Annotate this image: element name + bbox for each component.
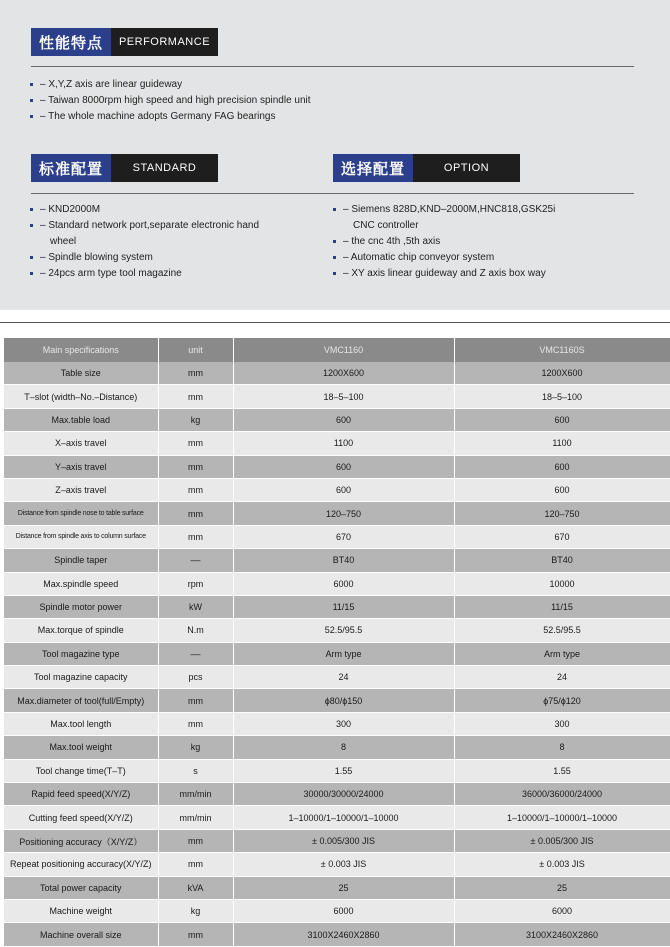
bullet-icon [333, 256, 336, 259]
unit-cell: mm [158, 502, 233, 525]
unit-cell: kg [158, 408, 233, 431]
vmc1160-value-cell: 52.5/95.5 [233, 619, 454, 642]
spec-name-cell: Y–axis travel [4, 455, 158, 478]
vmc1160s-value-cell: 25 [454, 876, 670, 899]
table-row [4, 899, 670, 922]
bullet-icon [30, 208, 33, 211]
unit-cell: N.m [158, 619, 233, 642]
table-row [4, 712, 670, 735]
vmc1160-value-cell: 1–10000/1–10000/1–10000 [233, 806, 454, 829]
table-row [4, 385, 670, 408]
unit-cell: mm [158, 853, 233, 876]
vmc1160-value-cell: Arm type [233, 642, 454, 665]
standard-header [31, 154, 218, 182]
vmc1160-value-cell: 11/15 [233, 595, 454, 618]
header-unit: unit [158, 338, 233, 362]
header-model-vmc1160s: VMC1160S [454, 338, 670, 362]
vmc1160s-value-cell: 36000/36000/24000 [454, 783, 670, 806]
unit-cell: mm [158, 455, 233, 478]
spec-name-cell: Rapid feed speed(X/Y/Z) [4, 783, 158, 806]
list-item-text: – The whole machine adopts Germany FAG bearings [40, 111, 276, 122]
spec-name-cell: Max.tool weight [4, 736, 158, 759]
vmc1160s-value-cell: 600 [454, 478, 670, 501]
vmc1160-value-cell: 24 [233, 666, 454, 689]
list-item [333, 266, 633, 282]
table-row [4, 642, 670, 665]
performance-title-cn: 性能特点 [31, 28, 111, 56]
vmc1160-value-cell: 30000/30000/24000 [233, 783, 454, 806]
table-header-row [4, 338, 670, 362]
vmc1160-value-cell: 8 [233, 736, 454, 759]
performance-header [31, 28, 218, 56]
spec-name-cell: Distance from spindle nose to table surface [4, 502, 158, 525]
spec-name-cell: Tool change time(T–T) [4, 759, 158, 782]
unit-cell: –– [158, 549, 233, 572]
table-row [4, 595, 670, 618]
option-title-en: OPTION [413, 154, 520, 182]
spec-name-cell: Max.tool length [4, 712, 158, 735]
spec-name-cell: T–slot (width–No.–Distance) [4, 385, 158, 408]
vmc1160s-value-cell: BT40 [454, 549, 670, 572]
vmc1160-value-cell: 3100X2460X2860 [233, 923, 454, 946]
vmc1160s-value-cell: 120–750 [454, 502, 670, 525]
list-item [333, 250, 633, 266]
vmc1160-value-cell: 6000 [233, 572, 454, 595]
table-row [4, 783, 670, 806]
list-item-continuation: wheel [50, 236, 77, 247]
table-row [4, 736, 670, 759]
spec-name-cell: Max.spindle speed [4, 572, 158, 595]
spec-name-cell: Table size [4, 362, 158, 385]
list-item-text: – Siemens 828D,KND–2000M,HNC818,GSK25i [343, 204, 556, 215]
unit-cell: –– [158, 642, 233, 665]
vmc1160s-value-cell: 3100X2460X2860 [454, 923, 670, 946]
section-divider [0, 322, 670, 323]
unit-cell: rpm [158, 572, 233, 595]
bullet-icon [333, 240, 336, 243]
vmc1160s-value-cell: 1200X600 [454, 362, 670, 385]
spec-name-cell: Tool magazine type [4, 642, 158, 665]
table-row [4, 923, 670, 946]
table-row [4, 455, 670, 478]
vmc1160s-value-cell: 600 [454, 408, 670, 431]
unit-cell: mm/min [158, 783, 233, 806]
vmc1160s-value-cell: ± 0.003 JIS [454, 853, 670, 876]
spec-name-cell: Spindle motor power [4, 595, 158, 618]
vmc1160s-value-cell: 11/15 [454, 595, 670, 618]
vmc1160s-value-cell: 6000 [454, 899, 670, 922]
list-item [333, 202, 633, 234]
standard-title-cn: 标准配置 [31, 154, 111, 182]
list-item-text: – XY axis linear guideway and Z axis box way [343, 268, 546, 279]
list-item [30, 109, 590, 125]
bullet-icon [333, 208, 336, 211]
table-row [4, 619, 670, 642]
vmc1160s-value-cell: 52.5/95.5 [454, 619, 670, 642]
table-row [4, 502, 670, 525]
vmc1160-value-cell: 600 [233, 478, 454, 501]
unit-cell: kVA [158, 876, 233, 899]
vmc1160s-value-cell: ± 0.005/300 JIS [454, 829, 670, 852]
table-row [4, 478, 670, 501]
vmc1160-value-cell: 600 [233, 455, 454, 478]
standard-list [30, 202, 320, 282]
list-item [30, 218, 320, 250]
vmc1160s-value-cell: Arm type [454, 642, 670, 665]
vmc1160s-value-cell: 8 [454, 736, 670, 759]
unit-cell: kW [158, 595, 233, 618]
list-item-text: – Taiwan 8000rpm high speed and high precision spindle unit [40, 95, 311, 106]
vmc1160s-value-cell: 670 [454, 525, 670, 548]
list-item [30, 93, 590, 109]
spec-name-cell: Tool magazine capacity [4, 666, 158, 689]
list-item-text: – the cnc 4th ,5th axis [343, 236, 441, 247]
option-title-cn: 选择配置 [333, 154, 413, 182]
spec-name-cell: Max.torque of spindle [4, 619, 158, 642]
option-header [333, 154, 520, 182]
list-item-continuation: CNC controller [353, 220, 419, 231]
divider [31, 66, 634, 67]
vmc1160s-value-cell: 1.55 [454, 759, 670, 782]
spec-name-cell: Z–axis travel [4, 478, 158, 501]
table-row [4, 408, 670, 431]
unit-cell: mm [158, 478, 233, 501]
unit-cell: mm [158, 829, 233, 852]
vmc1160-value-cell: 6000 [233, 899, 454, 922]
table-row [4, 549, 670, 572]
spec-name-cell: Max.diameter of tool(full/Empty) [4, 689, 158, 712]
table-row [4, 853, 670, 876]
table-body [4, 362, 670, 946]
table-row [4, 572, 670, 595]
list-item [30, 266, 320, 282]
unit-cell: mm [158, 525, 233, 548]
vmc1160s-value-cell: 300 [454, 712, 670, 735]
unit-cell: mm [158, 689, 233, 712]
spec-name-cell: X–axis travel [4, 432, 158, 455]
vmc1160s-value-cell: 1100 [454, 432, 670, 455]
unit-cell: s [158, 759, 233, 782]
table-row [4, 666, 670, 689]
vmc1160-value-cell: ϕ80/ϕ150 [233, 689, 454, 712]
bullet-icon [30, 83, 33, 86]
unit-cell: mm/min [158, 806, 233, 829]
spec-name-cell: Distance from spindle axis to column surface [4, 525, 158, 548]
vmc1160-value-cell: 120–750 [233, 502, 454, 525]
specifications-table [4, 338, 670, 947]
list-item [30, 77, 590, 93]
vmc1160-value-cell: 300 [233, 712, 454, 735]
features-panel [0, 0, 670, 310]
vmc1160-value-cell: 18–5–100 [233, 385, 454, 408]
list-item-text: – 24pcs arm type tool magazine [40, 268, 182, 279]
table-row [4, 689, 670, 712]
unit-cell: mm [158, 385, 233, 408]
list-item [30, 250, 320, 266]
vmc1160-value-cell: 1100 [233, 432, 454, 455]
unit-cell: mm [158, 362, 233, 385]
table-row [4, 806, 670, 829]
table-row [4, 432, 670, 455]
list-item-text: – KND2000M [40, 204, 101, 215]
unit-cell: kg [158, 899, 233, 922]
list-item-text: – Automatic chip conveyor system [343, 252, 495, 263]
bullet-icon [30, 256, 33, 259]
unit-cell: mm [158, 923, 233, 946]
spec-name-cell: Machine overall size [4, 923, 158, 946]
spec-name-cell: Cutting feed speed(X/Y/Z) [4, 806, 158, 829]
bullet-icon [30, 115, 33, 118]
list-item-text: – Spindle blowing system [40, 252, 153, 263]
bullet-icon [30, 99, 33, 102]
spec-name-cell: Spindle taper [4, 549, 158, 572]
spec-name-cell: Repeat positioning accuracy(X/Y/Z) [4, 853, 158, 876]
vmc1160-value-cell: ± 0.005/300 JIS [233, 829, 454, 852]
vmc1160s-value-cell: 1–10000/1–10000/1–10000 [454, 806, 670, 829]
table-row [4, 829, 670, 852]
list-item-text: – X,Y,Z axis are linear guideway [40, 79, 183, 90]
vmc1160-value-cell: 25 [233, 876, 454, 899]
vmc1160-value-cell: 600 [233, 408, 454, 431]
vmc1160s-value-cell: 600 [454, 455, 670, 478]
header-model-vmc1160: VMC1160 [233, 338, 454, 362]
table-row [4, 759, 670, 782]
standard-title-en: STANDARD [111, 154, 218, 182]
vmc1160s-value-cell: ϕ75/ϕ120 [454, 689, 670, 712]
unit-cell: pcs [158, 666, 233, 689]
table-row [4, 362, 670, 385]
table-row [4, 525, 670, 548]
vmc1160-value-cell: BT40 [233, 549, 454, 572]
spec-name-cell: Total power capacity [4, 876, 158, 899]
spec-name-cell: Machine weight [4, 899, 158, 922]
spec-name-cell: Max.table load [4, 408, 158, 431]
vmc1160s-value-cell: 10000 [454, 572, 670, 595]
bullet-icon [30, 224, 33, 227]
bullet-icon [333, 272, 336, 275]
table-row [4, 876, 670, 899]
option-list [333, 202, 633, 282]
divider [31, 193, 634, 194]
vmc1160s-value-cell: 24 [454, 666, 670, 689]
list-item [30, 202, 320, 218]
list-item [333, 234, 633, 250]
performance-title-en: PERFORMANCE [111, 28, 218, 56]
header-main-spec: Main specifications [4, 338, 158, 362]
unit-cell: mm [158, 432, 233, 455]
spec-name-cell: Positioning accuracy（X/Y/Z） [4, 829, 158, 852]
vmc1160-value-cell: 670 [233, 525, 454, 548]
list-item-text: – Standard network port,separate electronic hand [40, 220, 260, 231]
unit-cell: mm [158, 712, 233, 735]
vmc1160-value-cell: 1200X600 [233, 362, 454, 385]
vmc1160s-value-cell: 18–5–100 [454, 385, 670, 408]
performance-list [30, 77, 590, 125]
vmc1160-value-cell: 1.55 [233, 759, 454, 782]
unit-cell: kg [158, 736, 233, 759]
vmc1160-value-cell: ± 0.003 JIS [233, 853, 454, 876]
bullet-icon [30, 272, 33, 275]
